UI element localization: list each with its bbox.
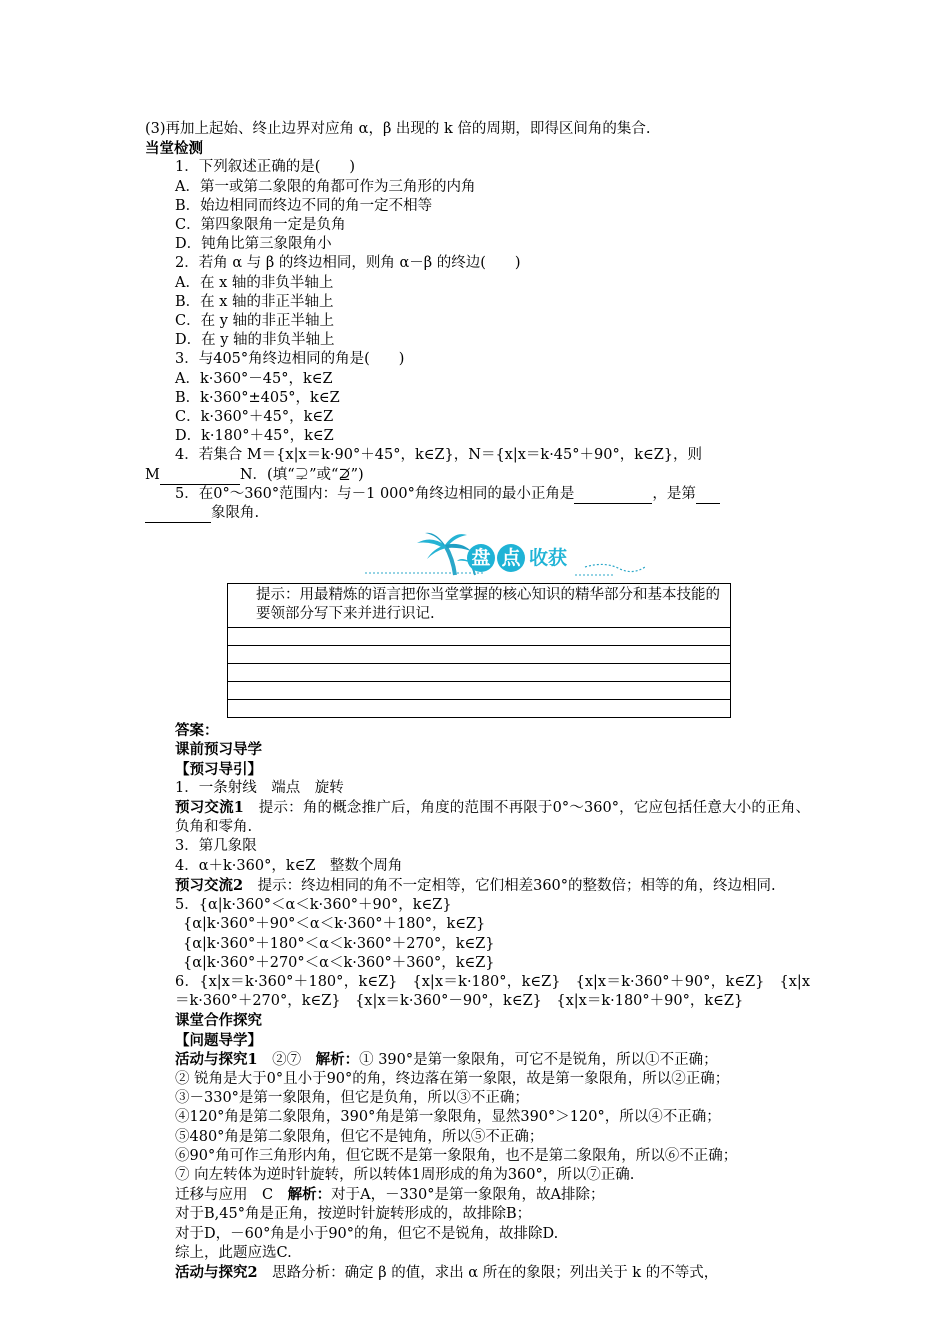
activity-1-line: ③－330°是第一象限角，但它是负角，所以③不正确；	[175, 1090, 529, 1107]
question-3-option-c: C．k·360°＋45°，k∈Z	[175, 409, 334, 426]
question-4-line-2	[145, 466, 810, 485]
question-5-text: 5．在0°～360°范围内：与－1 000°角终边相同的最小正角是	[175, 485, 575, 502]
transfer-text: 对于A，－330°是第一象限角，故A排除；	[331, 1187, 605, 1204]
question-3-option-b: B．k·360°±405°，k∈Z	[175, 389, 340, 406]
question-3-stem: 3．与405°角终边相同的角是( )	[175, 351, 405, 368]
transfer-label: 迁移与应用	[175, 1187, 248, 1204]
pre-study-heading: 课前预习导学	[175, 741, 262, 759]
pre-exchange-2-text: 提示：终边相同的角不一定相等，它们相差360°的整数倍；相等的角，终边相同.	[243, 877, 776, 894]
transfer-analysis-label: 解析：	[287, 1186, 332, 1204]
answer-5-line-4: {α|k·360°＋270°＜α＜k·360°＋360°，k∈Z}	[183, 954, 495, 971]
activity-1-line: ⑦ 向左转体为逆时针旋转，所以转体1周形成的角为360°，所以⑦正确.	[175, 1166, 635, 1183]
transfer-line: 对于D，－60°角是小于90°的角，但它不是锐角，故排除D.	[175, 1225, 559, 1242]
harvest-title-char-3: 收	[529, 546, 549, 569]
notes-line[interactable]	[228, 663, 730, 681]
question-4-separator: ”或“	[309, 466, 339, 483]
activity-1-line: ④120°角是第二象限角，390°角是第一象限角，显然390°＞120°，所以④不正确；	[175, 1109, 721, 1126]
question-2-option-b: B．在 x 轴的非正半轴上	[175, 293, 334, 310]
pre-exchange-2	[145, 876, 810, 896]
question-2-option-c: C．在 y 轴的非正半轴上	[175, 313, 335, 330]
answer-5-line-3: {α|k·360°＋180°＜α＜k·360°＋270°，k∈Z}	[183, 935, 495, 952]
problem-heading: 【问题导学】	[175, 1031, 262, 1049]
notes-line[interactable]	[228, 681, 730, 699]
harvest-title-char-4: 获	[548, 546, 568, 569]
question-4-end: ”)	[350, 466, 364, 483]
transfer-line: 综上，此题应选C.	[175, 1244, 292, 1261]
activity-1-line: ⑥90°角可作三角形内角，但它既不是第一象限角，也不是第二象限角，所以⑥不正确；	[175, 1147, 738, 1164]
harvest-title	[467, 541, 567, 575]
transfer-line: 对于B,45°角是正角，按逆时针旋转形成的，故排除B；	[175, 1206, 532, 1223]
answer-3: 3．第几象限	[175, 838, 257, 855]
harvest-title-char-1: 盘	[467, 544, 495, 572]
answer-6: 6．{x|x＝k·360°＋180°，k∈Z} {x|x＝k·180°，k∈Z} {x|x＝k·360°＋90°，k∈Z} {x|x＝k·360°＋270°，k∈Z} {x|x＝k·360°－90°，k∈Z} {x|x＝k·180°＋90°，k∈Z}	[175, 973, 810, 1010]
question-4-symbol-1: ⊋	[294, 466, 310, 483]
question-3-option-a: A．k·360°－45°，k∈Z	[175, 370, 333, 387]
question-5-blank-2b[interactable]	[145, 522, 211, 523]
answer-1: 1．一条射线 端点 旋转	[175, 779, 344, 796]
section-heading-check: 当堂检测	[145, 140, 203, 158]
question-5-text-end: 象限角.	[211, 505, 260, 522]
activity-2-label: 活动与探究2	[175, 1263, 258, 1281]
question-2-stem: 2．若角 α 与 β 的终边相同，则角 α－β 的终边( )	[175, 255, 521, 272]
answer-5-line-1: 5．{α|k·360°＜α＜k·360°＋90°，k∈Z}	[175, 897, 452, 914]
question-2-option-a: A．在 x 轴的非负半轴上	[175, 274, 334, 291]
harvest-title-char-2: 点	[497, 544, 525, 572]
notes-line[interactable]	[228, 645, 730, 663]
activity-1-text: ① 390°是第一象限角，可它不是锐角，所以①不正确；	[359, 1051, 718, 1068]
question-4-line-1: 4．若集合 M＝{x|x＝k·90°＋45°，k∈Z}，N＝{x|x＝k·45°＋90°，k∈Z}，则	[175, 447, 703, 464]
transfer-application	[145, 1185, 810, 1205]
harvest-banner	[145, 531, 810, 585]
activity-1-label: 活动与探究1	[175, 1050, 258, 1068]
activity-1-analysis-label: 解析：	[315, 1050, 360, 1068]
question-4-set-m: M	[145, 466, 160, 483]
question-5-line-2	[145, 504, 810, 523]
activity-1	[145, 1050, 810, 1070]
pre-guide-heading: 【预习导引】	[175, 760, 262, 778]
answer-4: 4．α＋k·360°，k∈Z 整数个周角	[175, 857, 403, 874]
activity-2	[145, 1263, 810, 1283]
document-page	[145, 120, 810, 1283]
pre-exchange-1	[145, 798, 810, 837]
question-4-symbol-2: ⊉	[338, 466, 351, 483]
answer-5-line-2: {α|k·360°＋90°＜α＜k·360°＋180°，k∈Z}	[183, 916, 486, 933]
class-heading: 课堂合作探究	[175, 1012, 262, 1030]
intro-line: (3)再加上起始、终止边界对应角 α，β 出现的 k 倍的周期，即得区间角的集合.	[145, 121, 651, 137]
question-1-option-a: A．第一或第二象限的角都可作为三角形的内角	[175, 178, 476, 195]
question-2-option-d: D．在 y 轴的非负半轴上	[175, 332, 335, 349]
transfer-answer: C	[247, 1187, 288, 1204]
harvest-notes-box	[227, 583, 731, 718]
harvest-hint: 提示：用最精炼的语言把你当堂掌握的核心知识的精华部分和基本技能的要领部分写下来并进行识记.	[256, 587, 720, 623]
activity-1-line: ⑤480°角是第二象限角，但它不是钝角，所以⑤不正确；	[175, 1128, 544, 1145]
notes-line[interactable]	[228, 627, 730, 645]
pre-exchange-1-text: 提示：角的概念推广后，角度的范围不再限于0°～360°，它应包括任意大小的正角、负角和零角.	[175, 800, 810, 836]
pre-exchange-2-label: 预习交流2	[175, 876, 244, 894]
question-5-text-mid: ，是第	[652, 485, 696, 502]
question-5-blank-2a[interactable]	[696, 503, 720, 504]
question-1-option-b: B．始边相同而终边不同的角一定不相等	[175, 197, 433, 214]
question-1-option-d: D．钝角比第三象限角小	[175, 236, 332, 253]
activity-1-line: ② 锐角是大于0°且小于90°的角，终边落在第一象限，故是第一象限角，所以②正确；	[175, 1070, 730, 1087]
question-5-blank-1[interactable]	[574, 503, 652, 504]
question-3-option-d: D．k·180°＋45°，k∈Z	[175, 428, 334, 445]
question-1-stem: 1．下列叙述正确的是( )	[175, 159, 356, 176]
question-5-line-1	[145, 485, 810, 504]
answers-heading: 答案：	[175, 722, 219, 740]
notes-line[interactable]	[228, 699, 730, 717]
question-4-set-n: N．(填“	[239, 466, 295, 483]
activity-1-answer: ②⑦	[257, 1051, 316, 1068]
pre-exchange-1-label: 预习交流1	[175, 799, 244, 817]
activity-2-text: 思路分析：确定 β 的值，求出 α 所在的象限；列出关于 k 的不等式，	[257, 1264, 719, 1281]
question-1-option-c: C．第四象限角一定是负角	[175, 217, 346, 234]
